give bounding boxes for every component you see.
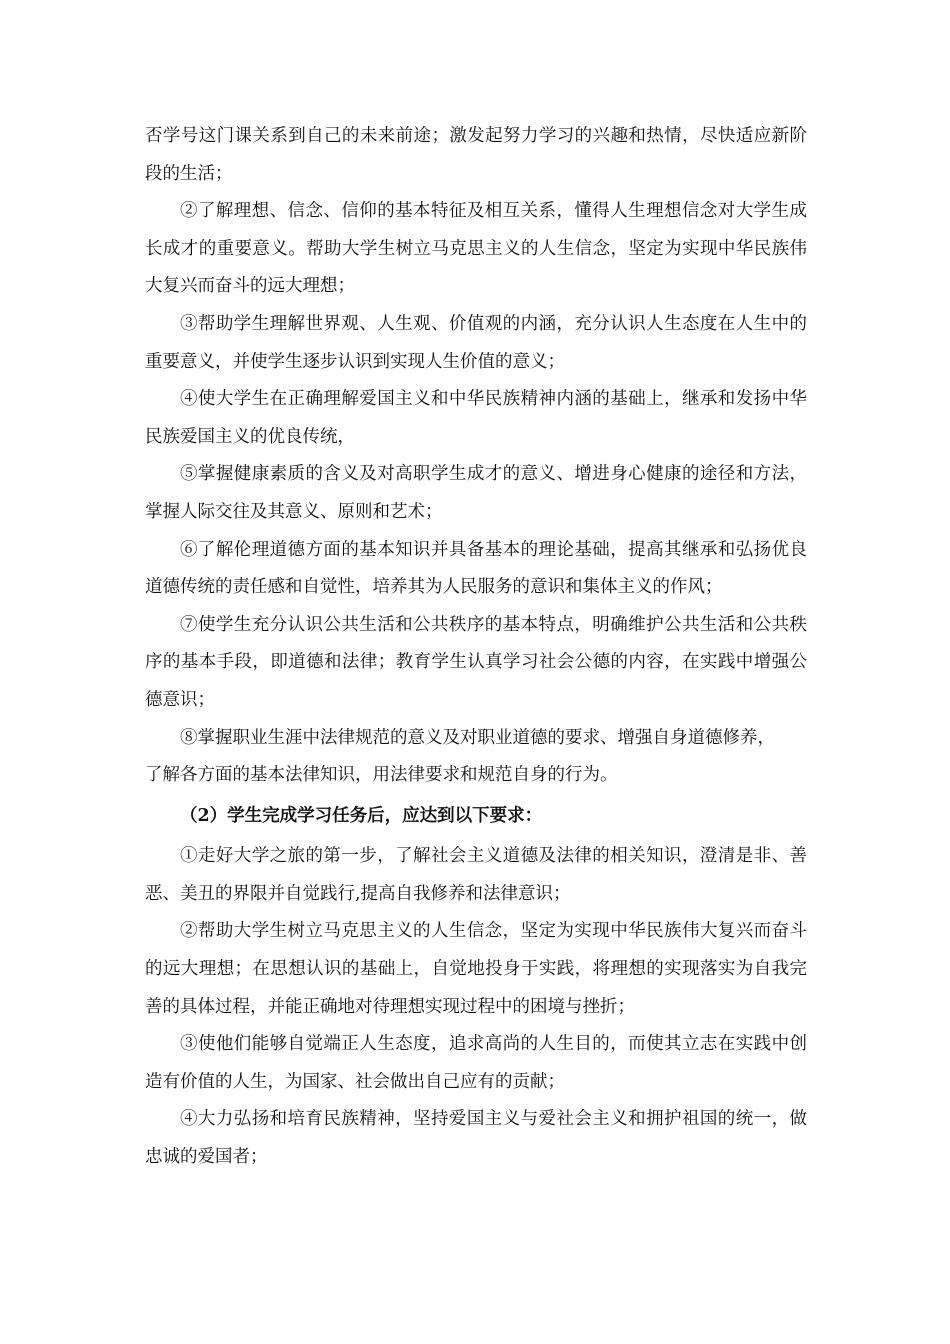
paragraph-continuation: 否学号这门课关系到自己的未来前途；激发起努力学习的兴趣和热情，尽快适应新阶段的生活； [145,126,807,184]
requirement-item-4: ④大力弘扬和培育民族精神，坚持爱国主义与爱社会主义和拥护祖国的统一，做忠诚的爱国者； [145,1109,807,1168]
paragraph-item-8-continued: 了解各方面的基本法律知识，用法律要求和规范自身的行为。 [145,765,618,786]
document-body [145,118,807,1177]
requirement-item-3: ③使他们能够自觉端正人生态度，追求高尚的人生目的，而使其立志在实践中创造有价值的人生，为国家、社会做出自己应有的贡献； [145,1034,807,1092]
paragraph-item-3: ③帮助学生理解世界观、人生观、价值观的内涵，充分认识人生态度在人生中的重要意义，并使学生逐步认识到实现人生价值的意义； [145,313,807,372]
requirement-item-1: ①走好大学之旅的第一步，了解社会主义道德及法律的相关知识，澄清是非、善恶、美丑的界限并自觉践行,提高自我修养和法律意识； [145,846,807,904]
section-heading: （2）学生完成学习任务后，应达到以下要求： [180,805,543,826]
paragraph-item-4: ④使大学生在正确理解爱国主义和中华民族精神内涵的基础上，继承和发扬中华民族爱国主义的优良传统， [145,389,807,447]
paragraph-item-6: ⑥了解伦理道德方面的基本知识并具备基本的理论基础，提高其继承和弘扬优良道德传统的责任感和自觉性，培养其为人民服务的意识和集体主义的作风； [145,539,807,598]
requirement-item-2: ②帮助大学生树立马克思主义的人生信念，坚定为实现中华民族伟大复兴而奋斗的远大理想；在思想认识的基础上，自觉地投身于实践，将理想的实现落实为自我完善的具体过程，并能正确地对待理想实现过程中的困境与挫折； [145,921,807,1017]
paragraph-item-2: ②了解理想、信念、信仰的基本特征及相互关系，懂得人生理想信念对大学生成长成才的重要意义。帮助大学生树立马克思主义的人生信念，坚定为实现中华民族伟大复兴而奋斗的远大理想； [145,201,807,297]
paragraph-item-8: ⑧掌握职业生涯中法律规范的意义及对职业道德的要求、增强自身道德修养， [180,727,775,748]
paragraph-item-5: ⑤掌握健康素质的含义及对高职学生成才的意义、增进身心健康的途径和方法，掌握人际交往及其意义、原则和艺术； [145,464,807,522]
paragraph-item-7: ⑦使学生充分认识公共生活和公共秩序的基本特点，明确维护公共生活和公共秩序的基本手段，即道德和法律；教育学生认真学习社会公德的内容，在实践中增强公德意识； [145,614,807,710]
